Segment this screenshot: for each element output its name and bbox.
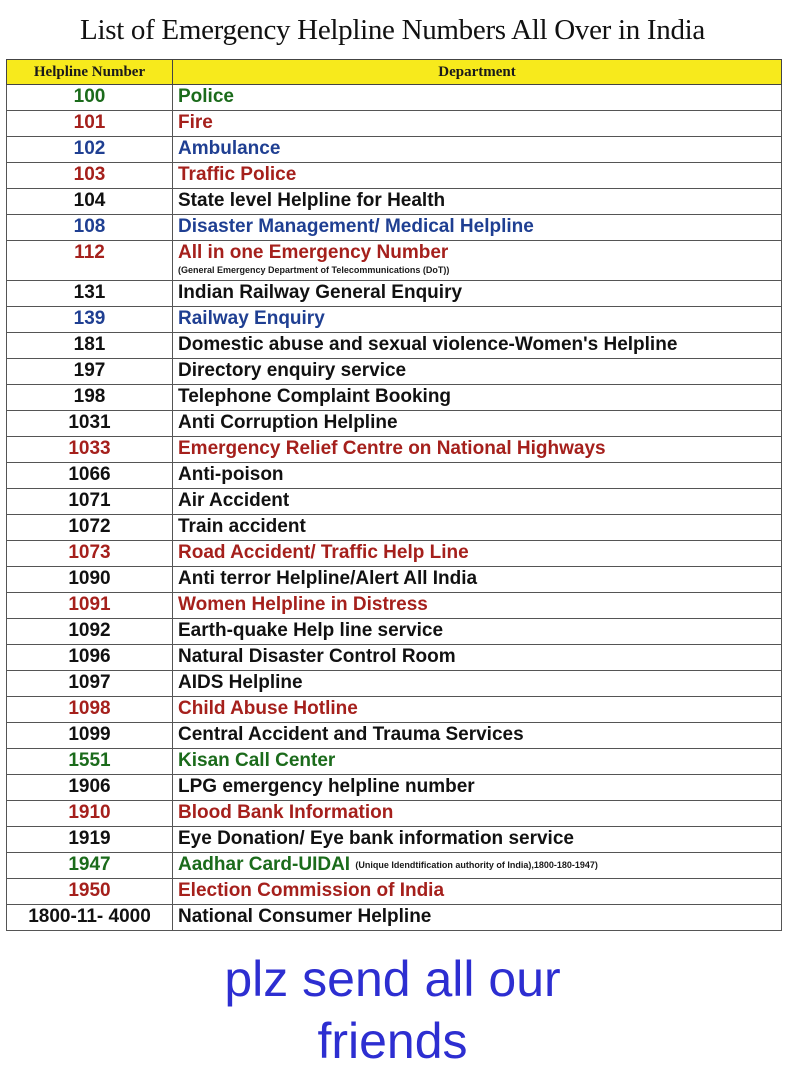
department-name: Blood Bank Information [178,802,394,823]
helpline-number-cell: 1099 [7,723,173,749]
department-name: Railway Enquiry [178,308,325,329]
department-name: Police [178,86,234,107]
department-cell [173,749,782,775]
helpline-number-cell: 1073 [7,541,173,567]
department-name: Anti-poison [178,464,284,485]
department-cell [173,515,782,541]
helpline-number-cell: 1066 [7,463,173,489]
table-row [7,189,782,215]
department-name: Natural Disaster Control Room [178,646,456,667]
table-row [7,827,782,853]
department-cell [173,489,782,515]
department-cell [173,827,782,853]
table-row [7,437,782,463]
department-name: Earth-quake Help line service [178,620,444,641]
table-row [7,671,782,697]
department-name: Central Accident and Trauma Services [178,724,524,745]
department-cell [173,697,782,723]
department-name: Disaster Management/ Medical Helpline [178,216,534,237]
table-row [7,215,782,241]
department-name: State level Helpline for Health [178,190,446,211]
department-cell [173,385,782,411]
header-helpline-number: Helpline Number [7,60,173,85]
table-row [7,385,782,411]
footer-line-1: plz send all our [224,951,561,1007]
helpline-number-cell: 100 [7,85,173,111]
department-cell [173,359,782,385]
page-title: List of Emergency Helpline Numbers All Over in India [80,14,705,46]
department-cell [173,463,782,489]
table-row [7,853,782,879]
department-cell [173,307,782,333]
table-row [7,241,782,281]
department-cell [173,333,782,359]
helpline-number-cell: 1091 [7,593,173,619]
table-row [7,593,782,619]
helpline-number-cell: 1950 [7,879,173,905]
department-cell [173,593,782,619]
department-name: Road Accident/ Traffic Help Line [178,542,469,563]
department-cell [173,645,782,671]
table-row [7,411,782,437]
table-row [7,85,782,111]
department-name: Women Helpline in Distress [178,594,428,615]
table-row [7,541,782,567]
table-row [7,567,782,593]
department-cell [173,137,782,163]
helpline-number-cell: 181 [7,333,173,359]
helpline-number-cell: 1800-11- 4000 [7,905,173,931]
department-name: Aadhar Card-UIDAI [178,854,351,876]
department-name: Anti terror Helpline/Alert All India [178,568,478,589]
department-cell [173,541,782,567]
table-row [7,801,782,827]
department-cell [173,905,782,931]
department-name: Indian Railway General Enquiry [178,282,463,303]
department-cell [173,723,782,749]
helpline-table [6,59,782,931]
helpline-number-cell: 102 [7,137,173,163]
helpline-number-cell: 1919 [7,827,173,853]
department-name: National Consumer Helpline [178,906,432,927]
department-note: (Unique Idendtification authority of India),1800-180-1947) [355,860,598,870]
table-row [7,619,782,645]
table-row [7,333,782,359]
department-cell [173,411,782,437]
table-row [7,307,782,333]
table-row [7,879,782,905]
department-cell [173,281,782,307]
department-name: Child Abuse Hotline [178,698,358,719]
header-department: Department [173,60,782,85]
department-name: Air Accident [178,490,290,511]
department-name: Traffic Police [178,164,297,185]
table-row [7,163,782,189]
helpline-number-cell: 101 [7,111,173,137]
helpline-number-cell: 104 [7,189,173,215]
helpline-number-cell: 1097 [7,671,173,697]
helpline-number-cell: 1092 [7,619,173,645]
department-name: Election Commission of India [178,880,445,901]
department-name: Domestic abuse and sexual violence-Women's Helpline [178,334,678,355]
helpline-number-cell: 103 [7,163,173,189]
table-body [7,85,782,931]
table-row [7,775,782,801]
department-cell [173,853,782,879]
department-name: AIDS Helpline [178,672,303,693]
helpline-number-cell: 198 [7,385,173,411]
department-cell [173,879,782,905]
table-row [7,463,782,489]
helpline-number-cell: 1031 [7,411,173,437]
department-name: Train accident [178,516,306,537]
helpline-number-cell: 1096 [7,645,173,671]
footer-line-2: friends [317,1013,468,1069]
table-row [7,489,782,515]
department-name: Fire [178,112,213,133]
table-row [7,111,782,137]
table-row [7,359,782,385]
helpline-number-cell: 1090 [7,567,173,593]
department-cell [173,567,782,593]
helpline-number-cell: 131 [7,281,173,307]
department-name: LPG emergency helpline number [178,776,475,797]
table-row [7,137,782,163]
department-cell [173,189,782,215]
department-name: Emergency Relief Centre on National Highways [178,438,606,459]
department-cell [173,163,782,189]
department-cell [173,215,782,241]
table-row [7,515,782,541]
table-row [7,749,782,775]
helpline-number-cell: 1071 [7,489,173,515]
department-cell [173,85,782,111]
helpline-number-cell: 112 [7,241,173,281]
department-name: All in one Emergency Number [178,242,449,263]
helpline-number-cell: 1947 [7,853,173,879]
department-cell [173,437,782,463]
table-row [7,723,782,749]
table-row [7,281,782,307]
department-name: Eye Donation/ Eye bank information service [178,828,574,849]
department-name: Telephone Complaint Booking [178,386,452,407]
helpline-number-cell: 1910 [7,801,173,827]
department-cell [173,775,782,801]
helpline-number-cell: 1098 [7,697,173,723]
table-row [7,697,782,723]
department-subtext: (General Emergency Department of Telecommunications (DoT)) [178,265,450,275]
helpline-number-cell: 1033 [7,437,173,463]
helpline-number-cell: 139 [7,307,173,333]
table-header-row [7,60,782,85]
department-cell [173,111,782,137]
department-name: Kisan Call Center [178,750,336,771]
department-name: Directory enquiry service [178,360,407,381]
department-name: Ambulance [178,138,281,159]
department-cell [173,671,782,697]
helpline-number-cell: 1906 [7,775,173,801]
helpline-number-cell: 108 [7,215,173,241]
department-cell [173,241,782,281]
helpline-number-cell: 197 [7,359,173,385]
helpline-number-cell: 1072 [7,515,173,541]
department-name: Anti Corruption Helpline [178,412,398,433]
department-cell [173,619,782,645]
department-cell [173,801,782,827]
table-row [7,905,782,931]
table-row [7,645,782,671]
helpline-number-cell: 1551 [7,749,173,775]
